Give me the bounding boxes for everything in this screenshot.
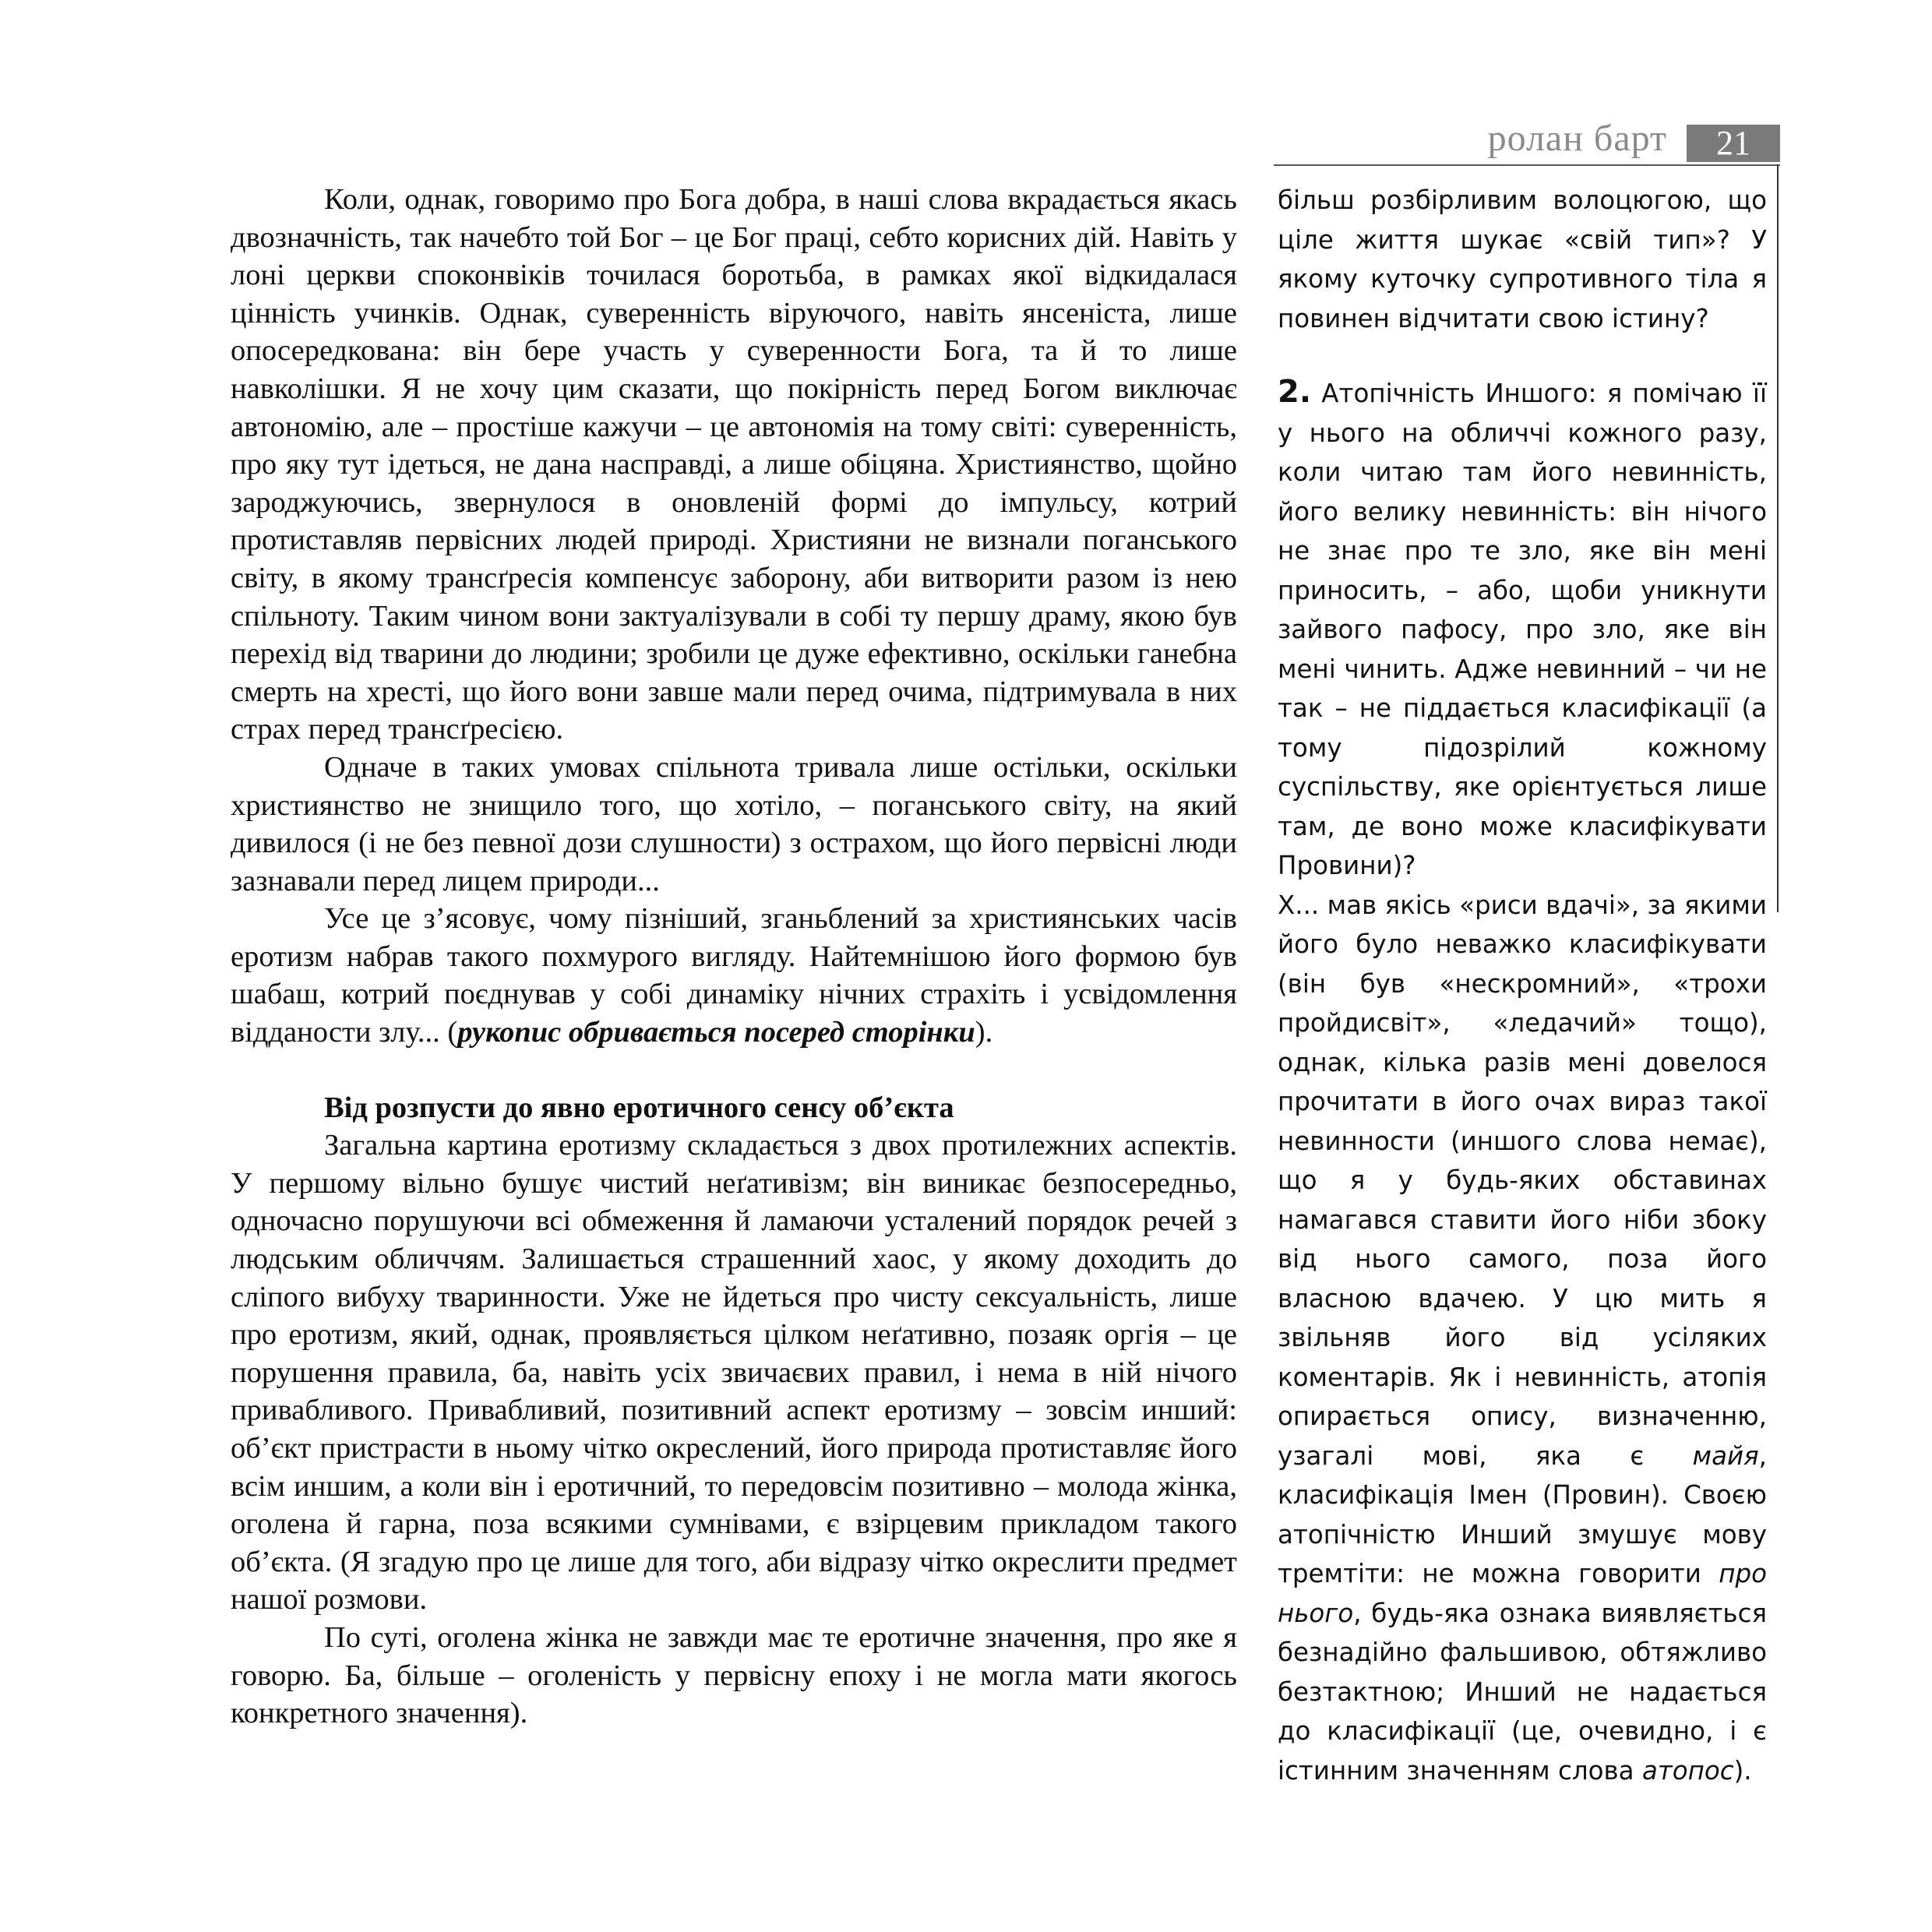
sidebar-rule xyxy=(1777,164,1779,912)
term-maya: майя xyxy=(1692,1440,1759,1471)
section-heading: Від розпусти до явно еротичного сенсу об’єкта xyxy=(324,1091,954,1124)
sidebar-paragraph-2-text: Атопічність Иншого: я помічаю її у нього на обличчі кожного разу, коли читаю там його невинність, його велику невинність: він нічого не знає про те зло, яке він мені приносить, – або, щоби уникнути зайвого пафосу, про зло, яке він мені чинить. Адже невинний – чи не так – не піддається класифікації (а тому підозрілий кожному суспільству, яке орієнтується лише там, де воно може класифікувати Провини)? xyxy=(1278,379,1767,880)
main-paragraph-5: По суті, оголена жінка не завжди має те еротичне значення, про яке я говорю. Ба, більше – оголеність у первісну епоху і не могла мати якогось конкретного значення). xyxy=(231,1620,1237,1730)
sidebar-column xyxy=(1278,181,1767,1790)
main-paragraph-3-text: Усе це з’ясовує, чому пізніший, зганьблений за християнських часів еротизм набрав такого похмурого вигляду. Найтемнішою його формою був шабаш, котрий поєднував у собі динаміку нічних страхіть і усвідомлення відданости злу... ( xyxy=(231,902,1237,1049)
term-atopos: атопос xyxy=(1641,1755,1734,1786)
term-pro-nyoho: про нього xyxy=(1278,1559,1767,1628)
main-column xyxy=(231,181,1237,1733)
main-paragraph-1: Коли, однак, говоримо про Бога добра, в наші слова вкрадається якась двозначність, так начебто той Бог – це Бог праці, себто корисних дій. Навіть у лоні церкви споконвіків точилася боротьба, в рамках якої відкидалася цінність учинків. Однак, суверенність віруючого, навіть янсеніста, лише опосередкована: він бере участь у суверенности Бога, та й то лише навколішки. Я не хочу цим сказати, що покірність перед Богом виключає автономію, але – простіше кажучи – це автономія на тому світі: суверенність, про яку тут ідеться, не дана насправді, а лише обіцяна. Християнство, щойно зароджуючись, звернулося в оновленій формі до імпульсу, котрий протиставляв первісних людей природі. Християни не визнали поганського світу, в якому трансґресія компенсує заборону, аби витворити разом із нею спільноту. Таким чином вони зактуалізували в собі ту першу драму, якою був перехід від тварини до людини; зробили це дуже ефективно, оскільки ганебна смерть на хресті, що його вони завше мали перед очима, підтримувала в них страх перед трансґресією. xyxy=(231,183,1237,746)
running-header-author: ролан барт xyxy=(1487,118,1667,159)
header-rule xyxy=(1274,164,1780,166)
sidebar-p3-part-e: , будь-яка ознака виявляється безнадійно фальшивою, обтяжливо безтактною; Инший не надається до класифікації (це, очевидно, і є істинним значенням слова xyxy=(1278,1598,1767,1786)
sidebar-p3-part-g: ). xyxy=(1733,1755,1752,1786)
sidebar-paragraph-1: більш розбірливим волоцюгою, що ціле життя шукає «свій тип»? У якому куточку супротивного тіла я повинен відчитати свою істину? xyxy=(1278,185,1767,333)
main-paragraph-4: Загальна картина еротизму складається з двох протилежних аспектів. У першому вільно бушує чистий неґативізм; він виникає безпосередньо, одночасно порушуючи всі обмеження й ламаючи усталений порядок речей з людським обличчям. Залишається страшенний хаос, у якому доходить до сліпого вибуху тваринности. Уже не йдеться про чисту сексуальність, лише про еротизм, який, однак, проявляється цілком неґативно, позаяк оргія – це порушення правила, ба, навіть усіх звичаєвих правил, і нема в ній нічого привабливого. Привабливий, позитивний аспект еротизму – зовсім инший: об’єкт пристрасти в ньому чітко окреслений, його природа протиставляє його всім иншим, а коли він і еротичний, то передовсім позитивно – молода жінка, оголена й гарна, поза всякими сумнівами, є взірцевим прикладом такого об’єкта. (Я згадую про це лише для того, аби відразу чітко окреслити предмет нашої розмови. xyxy=(231,1129,1237,1616)
sidebar-item-number: 2. xyxy=(1278,374,1312,410)
main-paragraph-3 xyxy=(231,900,1237,1051)
page-number: 21 xyxy=(1687,125,1780,162)
sidebar-p3-part-c: , класифікація Імен (Провин). Своєю атопічністю Инший змушує мову тремтіти: не можна говорити xyxy=(1278,1440,1767,1588)
sidebar-paragraph-2 xyxy=(1278,372,1767,886)
sidebar-p3-part-a: X... мав якісь «риси вдачі», за якими його було неважко класифікувати (він був «нескромний», «трохи пройдисвіт», «ледачий» тощо), однак, кілька разів мені довелося прочитати в його очах вираз такої невинности (иншого слова немає), що я у будь-яких обставинах намагався ставити його ніби збоку від нього самого, поза його власною вдачею. У цю мить я звільняв його від усіляких коментарів. Як і невинність, атопія опирається опису, визначенню, узагалі мові, яка є xyxy=(1278,890,1767,1471)
main-paragraph-3-end: ). xyxy=(975,1016,993,1049)
sidebar-paragraph-3 xyxy=(1278,886,1767,1791)
main-paragraph-2: Одначе в таких умовах спільнота тривала лише остільки, оскільки християнство не знищило того, що хотіло, – поганського світу, на який дивилося (і не без певної дози слушности) з острахом, що його первісні люди зазнавали перед лицем природи... xyxy=(231,750,1237,897)
manuscript-note: рукопис обривається посеред сторінки xyxy=(457,1016,975,1049)
